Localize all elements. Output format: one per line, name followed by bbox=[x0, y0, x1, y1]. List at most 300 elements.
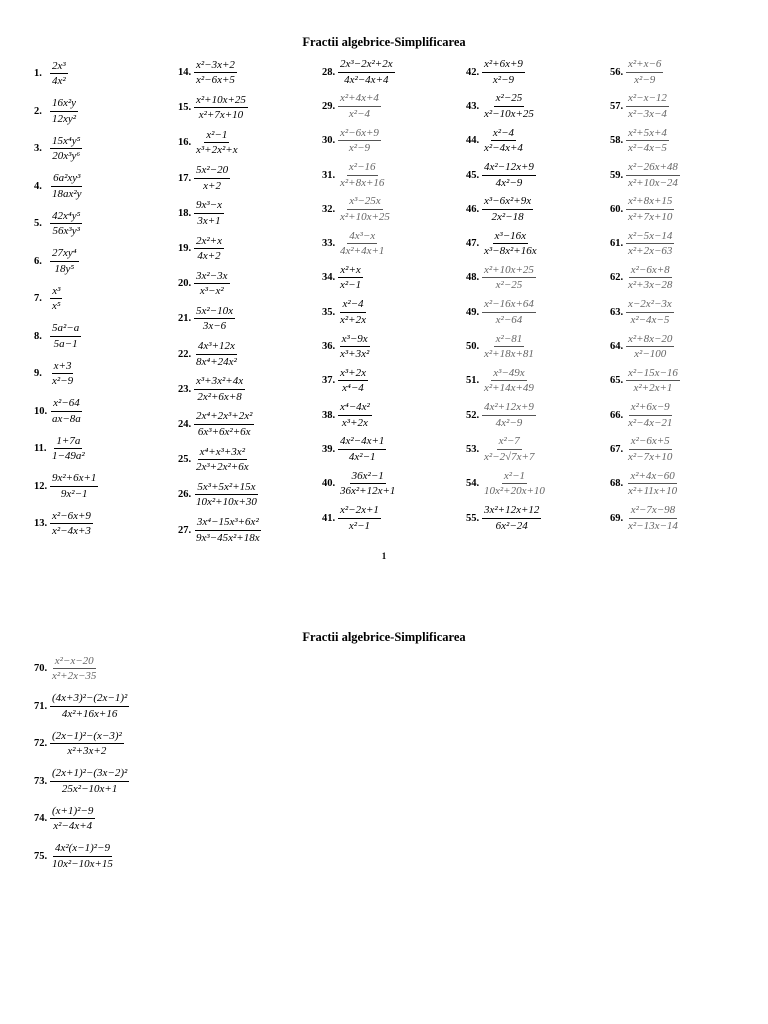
problem-number: 19. bbox=[178, 243, 192, 255]
fraction bbox=[194, 481, 259, 509]
fraction-numerator: x²−7 bbox=[497, 435, 522, 450]
problem-item bbox=[322, 432, 397, 466]
fraction-denominator: 6x²−24 bbox=[495, 519, 528, 532]
fraction-denominator: x³+3x² bbox=[340, 348, 370, 361]
fraction-denominator: 9x²−1 bbox=[60, 487, 88, 500]
problem-item bbox=[178, 90, 262, 125]
problem-column-5 bbox=[610, 55, 680, 535]
fraction bbox=[50, 472, 98, 500]
problem-number: 16. bbox=[178, 137, 192, 149]
fraction-denominator: 4x²−4x+4 bbox=[344, 73, 389, 86]
fraction-denominator: x²+3x+2 bbox=[67, 745, 107, 758]
fraction-denominator: x²+10x+25 bbox=[340, 210, 390, 223]
fraction bbox=[338, 470, 397, 498]
problem-item bbox=[322, 124, 397, 158]
problem-column-2 bbox=[178, 55, 262, 548]
fraction-numerator: x²+x−6 bbox=[626, 58, 663, 73]
fraction-denominator: x²−1 bbox=[348, 519, 371, 532]
fraction-numerator: x²−6x+8 bbox=[629, 264, 672, 279]
problem-number: 70. bbox=[34, 663, 48, 675]
problem-item bbox=[178, 477, 262, 512]
fraction-numerator: 5x²−10x bbox=[194, 305, 235, 320]
fraction-numerator: x³+2x bbox=[338, 367, 368, 382]
fraction bbox=[482, 195, 533, 223]
fraction bbox=[338, 367, 368, 395]
problem-item bbox=[34, 800, 129, 838]
fraction bbox=[626, 470, 679, 498]
fraction bbox=[194, 305, 235, 333]
problem-item bbox=[466, 89, 547, 123]
problem-item bbox=[34, 430, 98, 468]
fraction-numerator: 4x³+12x bbox=[196, 340, 237, 355]
problem-number: 63. bbox=[610, 306, 624, 318]
fraction-denominator: x²+3x−28 bbox=[628, 279, 673, 292]
fraction-denominator: x³−x² bbox=[199, 285, 224, 298]
fraction-numerator: x²−15x−16 bbox=[626, 367, 680, 382]
fraction-denominator: 4x²−1 bbox=[348, 450, 376, 463]
fraction-numerator: x²+x bbox=[338, 264, 363, 279]
fraction-numerator: x²−4 bbox=[491, 127, 516, 142]
fraction bbox=[626, 504, 680, 532]
problem-number: 4. bbox=[34, 180, 42, 192]
page-number: 1 bbox=[381, 551, 387, 561]
fraction bbox=[482, 230, 539, 258]
fraction-denominator: x²+8x+16 bbox=[340, 176, 385, 189]
fraction-numerator: x²−6x+9 bbox=[338, 127, 381, 142]
fraction-numerator: x²−6x+5 bbox=[629, 435, 672, 450]
problem-item bbox=[322, 364, 397, 398]
fraction-denominator: 4x+2 bbox=[197, 250, 221, 263]
fraction-denominator: x²−100 bbox=[634, 348, 667, 361]
fraction-numerator: (2x−1)²−(x−3)² bbox=[50, 730, 124, 745]
problem-number: 31. bbox=[322, 169, 336, 181]
problem-number: 10. bbox=[34, 405, 48, 417]
fraction bbox=[482, 504, 541, 532]
fraction bbox=[194, 270, 230, 298]
fraction-denominator: x²+2x+1 bbox=[633, 382, 673, 395]
fraction-numerator: 36x²−1 bbox=[350, 470, 386, 485]
fraction-denominator: x²−13x−14 bbox=[628, 519, 678, 532]
fraction-denominator: 3x+1 bbox=[197, 214, 221, 227]
fraction-numerator: 4x²(x−1)²−9 bbox=[53, 842, 112, 857]
fraction-denominator: x²−2√7x+7 bbox=[484, 450, 535, 463]
problem-item bbox=[466, 55, 547, 89]
problem-column-4 bbox=[466, 55, 547, 535]
fraction-numerator: x²+10x+25 bbox=[194, 94, 248, 109]
fraction-numerator: 5a²−a bbox=[50, 322, 81, 337]
problem-number: 60. bbox=[610, 203, 624, 215]
problem-number: 45. bbox=[466, 169, 480, 181]
problem-number: 41. bbox=[322, 512, 336, 524]
problem-item bbox=[466, 192, 547, 226]
problem-item bbox=[610, 192, 680, 226]
problem-item bbox=[34, 205, 98, 243]
problem-item bbox=[322, 329, 397, 363]
problem-number: 36. bbox=[322, 341, 336, 353]
fraction-numerator: x²−x−12 bbox=[626, 92, 669, 107]
problem-item bbox=[34, 55, 98, 93]
fraction bbox=[626, 161, 680, 189]
fraction bbox=[482, 92, 536, 120]
fraction-denominator: x²−9 bbox=[52, 375, 74, 388]
problem-item bbox=[466, 261, 547, 295]
problem-item bbox=[34, 763, 129, 801]
problem-number: 26. bbox=[178, 489, 192, 501]
fraction-numerator: 4x³−x bbox=[347, 230, 377, 245]
problem-item bbox=[466, 158, 547, 192]
fraction-denominator: x²+14x+49 bbox=[484, 382, 534, 395]
fraction bbox=[626, 92, 669, 120]
fraction bbox=[626, 195, 674, 223]
fraction bbox=[50, 97, 78, 125]
fraction bbox=[626, 435, 674, 463]
problem-number: 13. bbox=[34, 518, 48, 530]
fraction bbox=[194, 235, 224, 263]
fraction-numerator: x²−6x+9 bbox=[50, 510, 93, 525]
problem-number: 2. bbox=[34, 105, 42, 117]
fraction-numerator: x²−16x+64 bbox=[482, 298, 536, 313]
fraction-numerator: x²+6x−9 bbox=[629, 401, 672, 416]
fraction bbox=[338, 92, 381, 120]
problem-item bbox=[178, 231, 262, 266]
fraction-numerator: x²+8x−20 bbox=[626, 333, 674, 348]
problem-number: 18. bbox=[178, 207, 192, 219]
fraction-numerator: x²−25 bbox=[494, 92, 525, 107]
fraction-denominator: x²−9 bbox=[348, 142, 371, 155]
fraction-denominator: 56x³y³ bbox=[52, 225, 80, 238]
problem-item bbox=[322, 501, 397, 535]
problem-item bbox=[34, 468, 98, 506]
problem-number: 23. bbox=[178, 383, 192, 395]
problem-item bbox=[466, 226, 547, 260]
fraction bbox=[482, 470, 547, 498]
problem-number: 54. bbox=[466, 478, 480, 490]
problem-number: 27. bbox=[178, 524, 192, 536]
fraction bbox=[50, 730, 124, 758]
fraction-numerator: 3x²−3x bbox=[194, 270, 230, 285]
fraction-denominator: x²−25 bbox=[495, 279, 523, 292]
fraction-numerator: 5x²−20 bbox=[194, 164, 230, 179]
page-title: Fractii algebrice-Simplificarea bbox=[302, 630, 466, 644]
problem-number: 74. bbox=[34, 813, 48, 825]
fraction bbox=[338, 127, 381, 155]
fraction-denominator: 2x²−18 bbox=[491, 210, 524, 223]
problem-number: 72. bbox=[34, 738, 48, 750]
fraction-numerator: x³−9x bbox=[340, 333, 370, 348]
fraction-denominator: 4x²+4x+1 bbox=[340, 245, 385, 258]
problem-number: 5. bbox=[34, 218, 42, 230]
fraction-denominator: 9x³−45x²+18x bbox=[196, 531, 260, 544]
problem-number: 25. bbox=[178, 454, 192, 466]
problem-item bbox=[322, 55, 397, 89]
fraction bbox=[194, 164, 230, 192]
problem-item bbox=[610, 261, 680, 295]
fraction bbox=[50, 805, 95, 833]
fraction-numerator: (2x+1)²−(3x−2)² bbox=[50, 767, 129, 782]
fraction-numerator: x³ bbox=[50, 285, 62, 300]
problem-number: 21. bbox=[178, 313, 192, 325]
fraction-denominator: x²−4x−5 bbox=[628, 142, 667, 155]
fraction bbox=[194, 199, 224, 227]
fraction-denominator: 5a−1 bbox=[53, 337, 78, 350]
problem-item bbox=[178, 125, 262, 160]
fraction-numerator: 2x²+x bbox=[194, 235, 224, 250]
fraction-numerator: 5x³+5x²+15x bbox=[195, 481, 257, 496]
fraction-numerator: x+3 bbox=[52, 360, 74, 375]
fraction-numerator: x⁴+x³+3x² bbox=[198, 446, 247, 461]
problem-item bbox=[322, 192, 397, 226]
problem-item bbox=[322, 89, 397, 123]
fraction bbox=[194, 446, 251, 474]
problem-number: 28. bbox=[322, 66, 336, 78]
problem-item bbox=[34, 650, 129, 688]
problem-number: 64. bbox=[610, 341, 624, 353]
problem-item bbox=[322, 226, 397, 260]
problem-item bbox=[610, 89, 680, 123]
fraction-numerator: x²−4 bbox=[340, 298, 365, 313]
problem-number: 6. bbox=[34, 255, 42, 267]
problem-number: 32. bbox=[322, 203, 336, 215]
fraction bbox=[338, 161, 386, 189]
fraction-numerator: x²−16 bbox=[347, 161, 378, 176]
problem-number: 57. bbox=[610, 100, 624, 112]
fraction-numerator: 42x⁴y⁵ bbox=[50, 210, 82, 225]
fraction bbox=[50, 172, 84, 200]
fraction bbox=[626, 401, 674, 429]
problem-number: 15. bbox=[178, 102, 192, 114]
fraction bbox=[626, 367, 680, 395]
fraction bbox=[338, 264, 363, 292]
problem-number: 14. bbox=[178, 67, 192, 79]
problem-number: 61. bbox=[610, 238, 624, 250]
fraction-numerator: x²−26x+48 bbox=[626, 161, 680, 176]
fraction bbox=[482, 127, 525, 155]
problem-number: 67. bbox=[610, 443, 624, 455]
problem-item bbox=[322, 158, 397, 192]
fraction-numerator: x²−1 bbox=[502, 470, 527, 485]
fraction-denominator: x⁵ bbox=[52, 300, 61, 313]
problem-item bbox=[178, 161, 262, 196]
fraction-numerator: 3x⁴−15x³+6x² bbox=[195, 516, 261, 531]
fraction bbox=[50, 285, 63, 313]
fraction-denominator: 4x²−9 bbox=[495, 176, 523, 189]
fraction bbox=[626, 58, 663, 86]
problem-number: 56. bbox=[610, 66, 624, 78]
fraction-numerator: x²−1 bbox=[204, 129, 229, 144]
problem-item bbox=[610, 501, 680, 535]
problem-number: 68. bbox=[610, 478, 624, 490]
fraction-denominator: x²−4x−5 bbox=[630, 313, 670, 326]
problem-item bbox=[610, 295, 680, 329]
problem-number: 65. bbox=[610, 375, 624, 387]
problem-number: 37. bbox=[322, 375, 336, 387]
fraction-denominator: 20x³y⁶ bbox=[52, 150, 81, 163]
fraction bbox=[50, 60, 68, 88]
fraction-numerator: x³+3x²+4x bbox=[194, 375, 245, 390]
fraction-denominator: x²−4x−21 bbox=[628, 416, 673, 429]
fraction-numerator: (4x+3)²−(2x−1)² bbox=[50, 692, 129, 707]
problem-item bbox=[610, 55, 680, 89]
fraction-denominator: x²−4x+4 bbox=[484, 142, 523, 155]
problem-item bbox=[610, 329, 680, 363]
problem-number: 20. bbox=[178, 278, 192, 290]
problem-item bbox=[466, 467, 547, 501]
problem-item bbox=[178, 442, 262, 477]
problem-number: 24. bbox=[178, 418, 192, 430]
fraction-denominator: x²−7x+10 bbox=[628, 450, 673, 463]
problem-item bbox=[610, 158, 680, 192]
problem-item bbox=[466, 329, 547, 363]
problem-column-1 bbox=[34, 55, 98, 543]
fraction-numerator: x²+8x+15 bbox=[626, 195, 674, 210]
problem-number: 58. bbox=[610, 135, 624, 147]
fraction-numerator: x²+10x+25 bbox=[482, 264, 536, 279]
fraction-denominator: x²+18x+81 bbox=[484, 348, 534, 361]
problem-item bbox=[34, 280, 98, 318]
problem-number: 44. bbox=[466, 135, 480, 147]
fraction bbox=[194, 375, 245, 403]
fraction-numerator: x³−16x bbox=[493, 230, 529, 245]
problem-item bbox=[466, 364, 547, 398]
fraction-denominator: x²−10x+25 bbox=[484, 107, 534, 120]
problem-column-3 bbox=[322, 55, 397, 535]
problem-item bbox=[34, 243, 98, 281]
problem-number: 33. bbox=[322, 238, 336, 250]
problem-item bbox=[178, 266, 262, 301]
fraction-numerator: 1+7a bbox=[54, 435, 82, 450]
problem-item bbox=[322, 467, 397, 501]
fraction-denominator: x²−4x+3 bbox=[52, 525, 91, 538]
problem-number: 66. bbox=[610, 409, 624, 421]
fraction-denominator: 8x⁴+24x² bbox=[196, 355, 237, 368]
fraction-numerator: 2x³−2x²+2x bbox=[338, 58, 395, 73]
problem-number: 9. bbox=[34, 368, 42, 380]
fraction bbox=[194, 410, 254, 438]
problem-number: 59. bbox=[610, 169, 624, 181]
problem-number: 1. bbox=[34, 68, 42, 80]
problem-number: 51. bbox=[466, 375, 480, 387]
problem-item bbox=[34, 725, 129, 763]
problem-column-6 bbox=[34, 650, 129, 875]
fraction-denominator: x+2 bbox=[203, 179, 221, 192]
problem-item bbox=[34, 838, 129, 876]
fraction-numerator: x³−49x bbox=[491, 367, 527, 382]
fraction-denominator: x³+2x²+x bbox=[196, 144, 238, 157]
fraction-denominator: 4x²+16x+16 bbox=[61, 707, 118, 720]
fraction-numerator: x²+6x+9 bbox=[482, 58, 525, 73]
fraction bbox=[50, 360, 75, 388]
problem-item bbox=[466, 501, 547, 535]
fraction bbox=[50, 435, 87, 463]
problem-item bbox=[610, 364, 680, 398]
problem-number: 62. bbox=[610, 272, 624, 284]
problem-item bbox=[34, 688, 129, 726]
problem-number: 48. bbox=[466, 272, 480, 284]
problem-number: 53. bbox=[466, 443, 480, 455]
problem-number: 69. bbox=[610, 512, 624, 524]
problem-item bbox=[34, 505, 98, 543]
fraction bbox=[626, 127, 669, 155]
fraction-denominator: 4x² bbox=[52, 75, 66, 88]
fraction-denominator: x²+2x−63 bbox=[628, 245, 673, 258]
fraction-numerator: 4x²+12x+9 bbox=[482, 401, 536, 416]
fraction bbox=[482, 333, 536, 361]
fraction-numerator: 9x³−x bbox=[194, 199, 224, 214]
fraction-numerator: x⁴−4x² bbox=[338, 401, 372, 416]
fraction bbox=[338, 435, 386, 463]
fraction-denominator: x²+7x+10 bbox=[198, 109, 244, 122]
fraction bbox=[194, 94, 248, 122]
fraction bbox=[482, 58, 525, 86]
fraction bbox=[338, 333, 371, 361]
fraction bbox=[50, 767, 129, 795]
problem-item bbox=[322, 295, 397, 329]
fraction-numerator: x²+5x+4 bbox=[626, 127, 669, 142]
problem-number: 46. bbox=[466, 203, 480, 215]
fraction bbox=[482, 264, 536, 292]
fraction-denominator: x²+11x+10 bbox=[628, 485, 678, 498]
fraction-denominator: x²−9 bbox=[634, 73, 656, 86]
fraction bbox=[338, 195, 392, 223]
fraction-numerator: 2x⁴+2x³+2x² bbox=[194, 410, 254, 425]
problem-item bbox=[178, 407, 262, 442]
fraction bbox=[626, 298, 674, 326]
problem-number: 75. bbox=[34, 850, 48, 862]
fraction-denominator: x²−9 bbox=[492, 73, 515, 86]
page-title: Fractii algebrice-Simplificarea bbox=[302, 35, 466, 49]
fraction bbox=[50, 842, 115, 870]
fraction bbox=[50, 210, 82, 238]
problem-item bbox=[34, 355, 98, 393]
fraction bbox=[50, 692, 129, 720]
fraction bbox=[194, 516, 262, 544]
fraction bbox=[338, 298, 368, 326]
fraction-numerator: x²+4x+4 bbox=[338, 92, 381, 107]
problem-number: 40. bbox=[322, 478, 336, 490]
fraction-numerator: 9x²+6x+1 bbox=[50, 472, 98, 487]
fraction-numerator: x²−5x−14 bbox=[626, 230, 674, 245]
fraction bbox=[626, 230, 674, 258]
problem-item bbox=[322, 261, 397, 295]
fraction bbox=[50, 397, 83, 425]
problem-item bbox=[466, 295, 547, 329]
fraction-denominator: x²−1 bbox=[340, 279, 362, 292]
fraction-numerator: x−2x²−3x bbox=[626, 298, 674, 313]
fraction-numerator: x²−x−20 bbox=[53, 655, 96, 670]
fraction bbox=[194, 129, 240, 157]
problem-number: 29. bbox=[322, 100, 336, 112]
problem-number: 22. bbox=[178, 348, 192, 360]
page-two bbox=[0, 620, 768, 1024]
fraction-denominator: 2x³+2x²+6x bbox=[196, 461, 249, 474]
fraction bbox=[482, 401, 536, 429]
problem-number: 38. bbox=[322, 409, 336, 421]
fraction-numerator: x²−2x+1 bbox=[338, 504, 381, 519]
fraction-denominator: 6x³+6x²+6x bbox=[197, 425, 251, 438]
problem-number: 39. bbox=[322, 443, 336, 455]
fraction bbox=[626, 264, 674, 292]
fraction-denominator: 18y⁵ bbox=[54, 262, 75, 275]
problem-number: 73. bbox=[34, 775, 48, 787]
problem-item bbox=[610, 398, 680, 432]
problem-item bbox=[34, 93, 98, 131]
fraction-denominator: x²+7x+10 bbox=[628, 210, 673, 223]
fraction-denominator: x²−4x+4 bbox=[53, 820, 93, 833]
problem-number: 34. bbox=[322, 272, 336, 284]
problem-number: 43. bbox=[466, 100, 480, 112]
fraction-denominator: x²−4 bbox=[348, 107, 371, 120]
fraction bbox=[50, 247, 79, 275]
